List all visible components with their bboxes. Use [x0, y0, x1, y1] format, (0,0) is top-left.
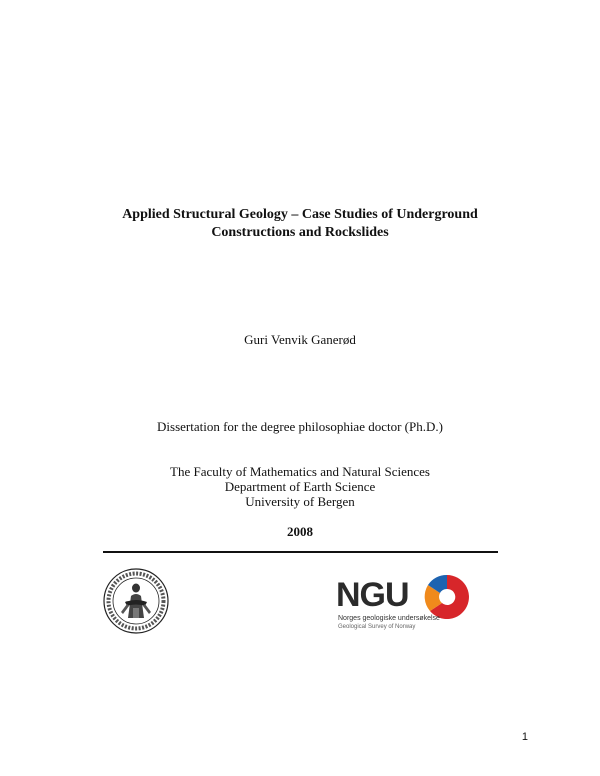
- horizontal-rule: [103, 551, 498, 553]
- publication-year: 2008: [287, 524, 313, 539]
- ngu-subtitle: Norges geologiske undersøkelse: [338, 615, 440, 622]
- document-title: [60, 206, 540, 242]
- degree-statement: Dissertation for the degree philosophiae doctor (Ph.D.): [157, 419, 443, 434]
- page-number: 1: [521, 731, 528, 743]
- university-of-bergen-seal-icon: [103, 568, 169, 634]
- university-name: University of Bergen: [245, 494, 355, 509]
- ngu-logo-icon: [424, 573, 470, 621]
- title-line-2: Constructions and Rockslides: [211, 225, 389, 240]
- faculty-name: The Faculty of Mathematics and Natural Sciences: [170, 464, 430, 479]
- ngu-wordmark: NGU: [336, 576, 409, 614]
- author-name: Guri Venvik Ganerød: [244, 332, 356, 347]
- ngu-subtitle-english: Geological Survey of Norway: [338, 624, 416, 630]
- title-line-1: Applied Structural Geology – Case Studies of Underground: [122, 207, 478, 222]
- ngu-logo: [336, 573, 470, 637]
- department-name: Department of Earth Science: [224, 479, 376, 494]
- affiliation-block: [0, 464, 600, 509]
